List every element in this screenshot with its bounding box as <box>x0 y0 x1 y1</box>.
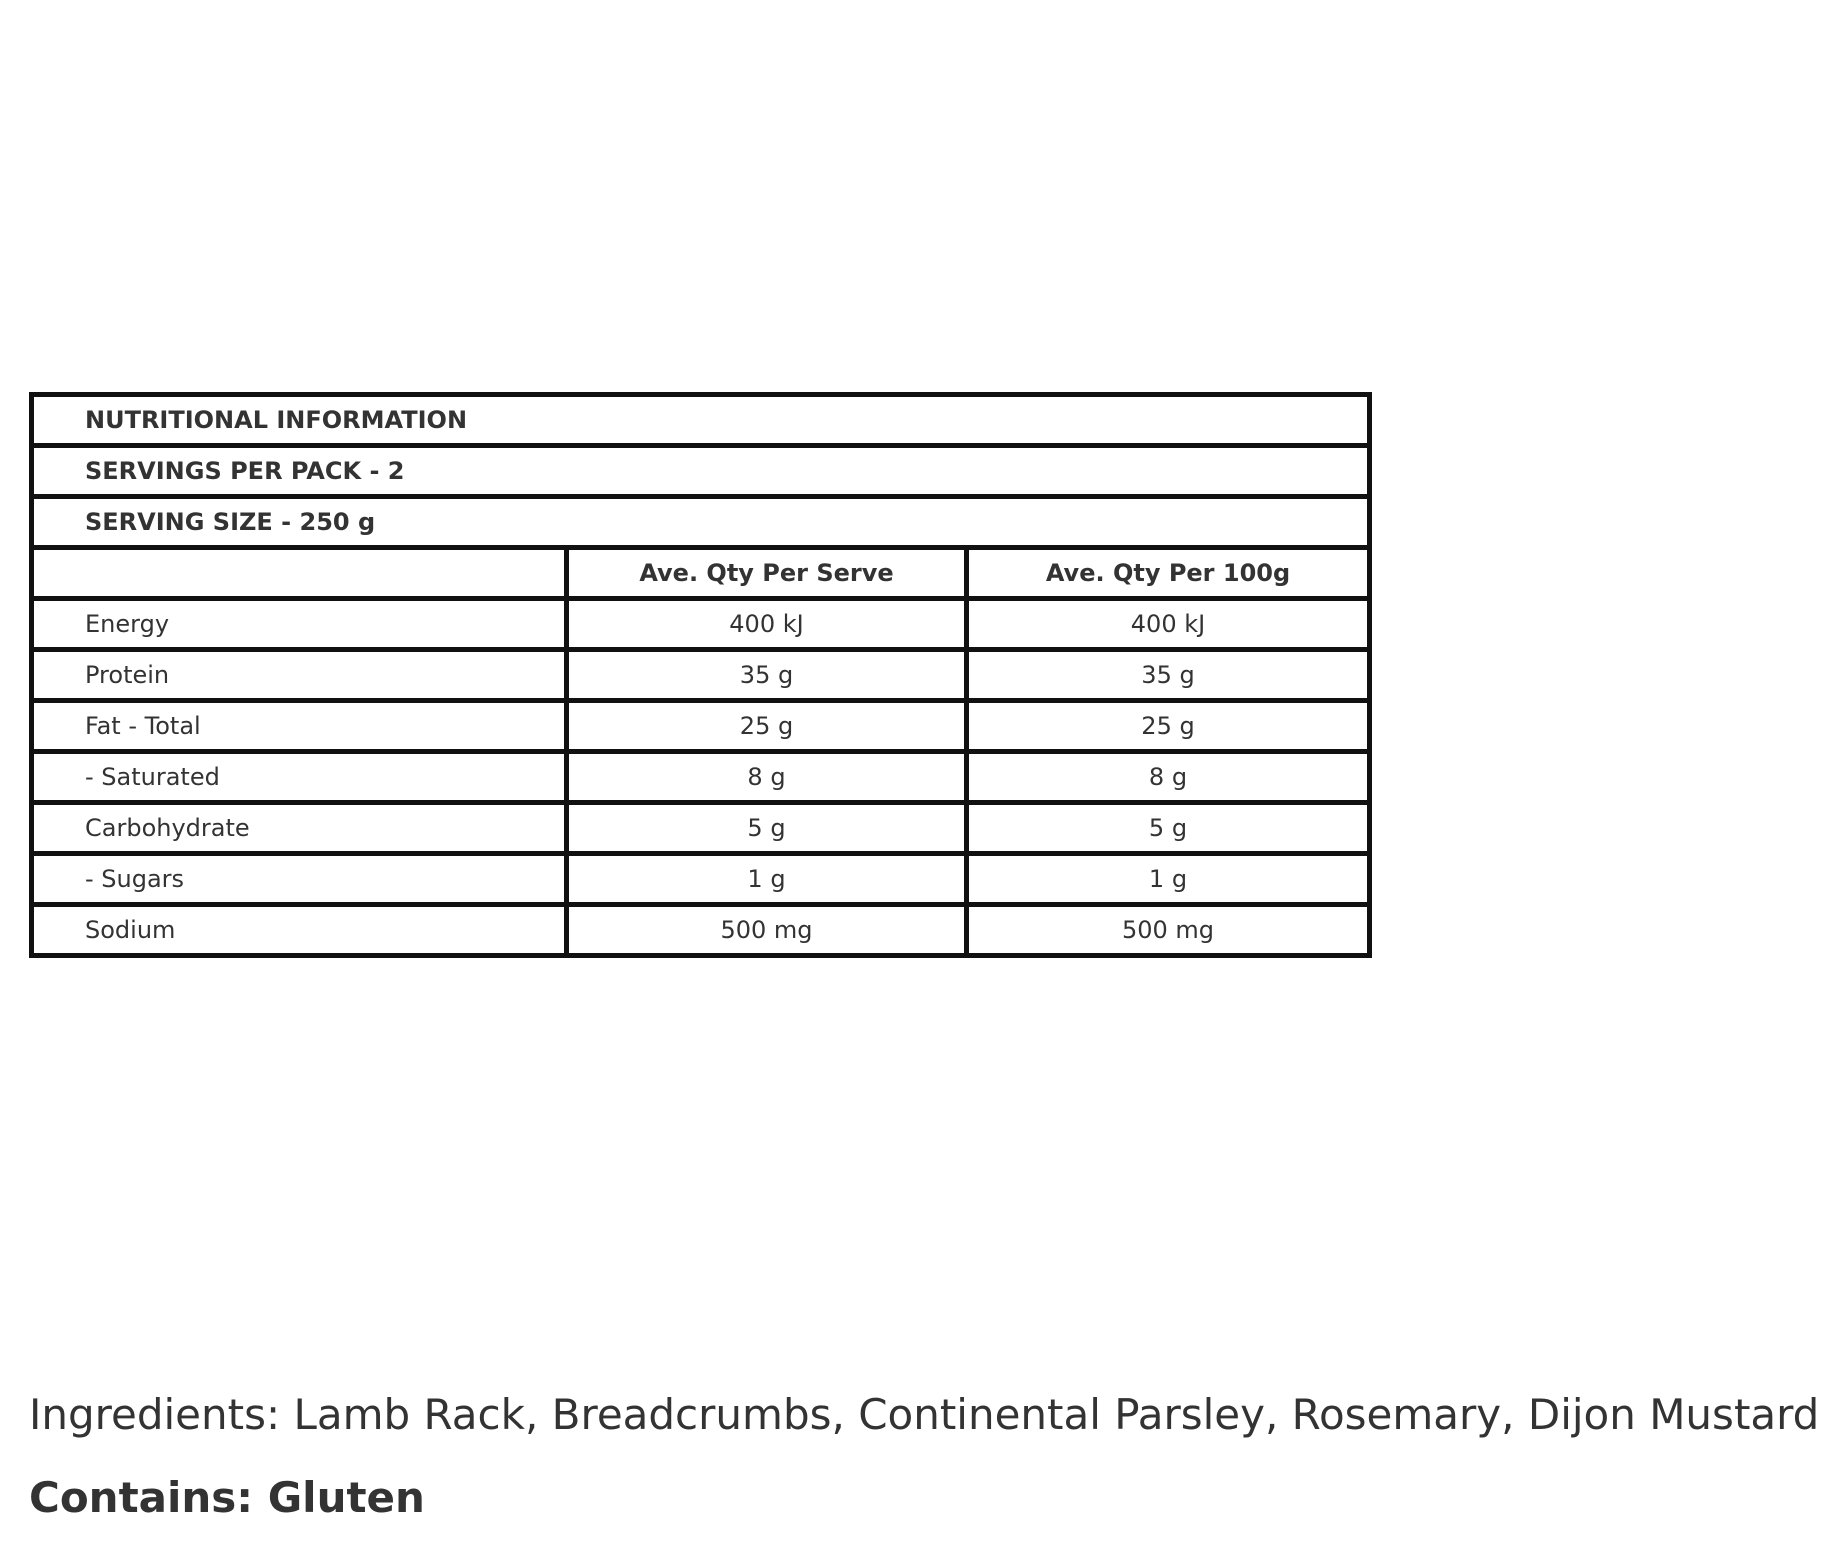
per-serve-value: 400 kJ <box>567 599 967 650</box>
per-serve-value: 25 g <box>567 701 967 752</box>
per-100g-value: 500 mg <box>967 905 1370 956</box>
ingredients-text: Ingredients: Lamb Rack, Breadcrumbs, Continental Parsley, Rosemary, Dijon Mustard <box>29 1390 1820 1439</box>
table-title: NUTRITIONAL INFORMATION <box>32 395 1370 446</box>
column-header-row <box>32 548 1370 599</box>
per-serve-value: 500 mg <box>567 905 967 956</box>
serving-size: SERVING SIZE - 250 g <box>32 497 1370 548</box>
per-100g-value: 35 g <box>967 650 1370 701</box>
nutrient-name: Protein <box>32 650 567 701</box>
nutrient-name: Fat - Total <box>32 701 567 752</box>
table-row <box>32 854 1370 905</box>
per-serve-value: 8 g <box>567 752 967 803</box>
table-title-row <box>32 395 1370 446</box>
per-100g-value: 25 g <box>967 701 1370 752</box>
table-row <box>32 599 1370 650</box>
nutrient-name: Sodium <box>32 905 567 956</box>
per-100g-value: 8 g <box>967 752 1370 803</box>
per-100g-value: 400 kJ <box>967 599 1370 650</box>
nutrient-name: - Saturated <box>32 752 567 803</box>
per-serve-value: 1 g <box>567 854 967 905</box>
table-row <box>32 701 1370 752</box>
table-row <box>32 650 1370 701</box>
servings-per-pack: SERVINGS PER PACK - 2 <box>32 446 1370 497</box>
per-100g-value: 1 g <box>967 854 1370 905</box>
nutrient-name: Carbohydrate <box>32 803 567 854</box>
per-serve-value: 5 g <box>567 803 967 854</box>
allergens-text: Contains: Gluten <box>29 1473 425 1522</box>
table-row <box>32 752 1370 803</box>
column-header-per-serve: Ave. Qty Per Serve <box>567 548 967 599</box>
nutrition-information-table <box>29 392 1372 958</box>
table-row <box>32 905 1370 956</box>
column-header-nutrient <box>32 548 567 599</box>
serving-size-row <box>32 497 1370 548</box>
nutrient-name: - Sugars <box>32 854 567 905</box>
nutrient-name: Energy <box>32 599 567 650</box>
per-serve-value: 35 g <box>567 650 967 701</box>
per-100g-value: 5 g <box>967 803 1370 854</box>
column-header-per-100g: Ave. Qty Per 100g <box>967 548 1370 599</box>
table-row <box>32 803 1370 854</box>
servings-per-pack-row <box>32 446 1370 497</box>
